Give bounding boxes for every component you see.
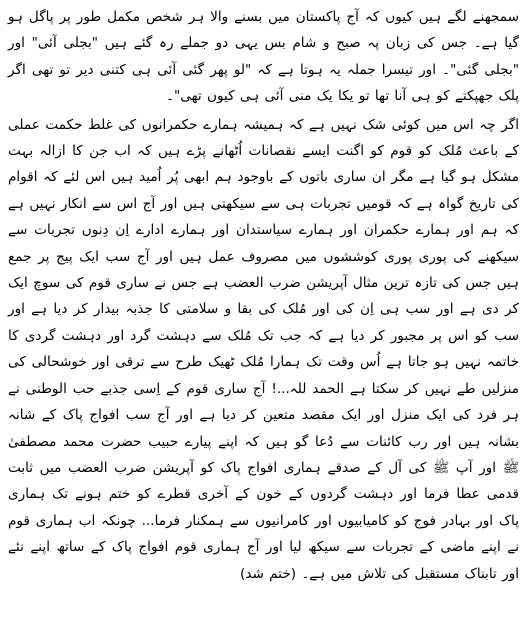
article-paragraph-1: سمجھنے لگے ہیں کیوں کہ آج پاکستان میں بسنے والا ہر شخص مکمل طور پر پاگل ہو گیا ہے۔ جس کی زبان پہ صبح و شام بس یہی دو جملے رہ گئے ہیں "بجلی آئی" اور "بجلی گئی"۔ اور تیسرا جملہ یہ ہوتا ہے کہ "لو پھر گئی آئی ہی کتنی دیر تو تھی اگر پلک جھپکتے کو ہی آنا تھا تو یکا یک منی آئی ہی کیوں تھی"۔ xyxy=(8,9,519,105)
article-paragraph-2: اگر چہ اس میں کوئی شک نہیں ہے کہ ہمیشہ ہمارے حکمرانوں کی غلط حکمت عملی کے باعث مُلک کو قوم کو اگنت ایسے نقصانات اُٹھانے پڑے ہیں کہ اب جن کا ازالہ بہت مشکل ہو گیا ہے مگر ان ساری باتوں کے باوجود ہم ابھی پُر اُمید ہیں اس لئے کہ اقوام کی تاریخ گواہ ہے کہ قومیں تجربات ہی سے سیکھتی ہیں اور آج اس سے انکار نہیں ہے کہ ہم اور ہمارے حکمران اور ہمارے سیاستدان اور ہمارے ادارے اِن دِنوں تجربات سے سیکھنے کی پوری پوری کوششوں میں مصروف عمل ہیں اور آج سب ایک پیج پر جمع ہیں جس کی تازہ ترین مثال آپریشن ضرب العضب ہے جس نے ساری قوم کی سوچ ایک کر دی ہے اور سب ہی اِن کی اور مُلک کی بقا و سلامتی کا جذبہ بیدار کر دیا ہے اور سب کو اس پر مجبور کر دیا ہے کہ جب تک مُلک سے دہشت گرد اور دہشت گردی کا خاتمہ نہیں ہو جاتا ہے اُس وقت تک ہمارا مُلک ٹھیک طرح سے ترقی اور خوشحالی کی منزلیں طے نہیں کر سکتا ہے الحمد للہ...! آج ساری قوم کے اِسی جذبے حب الوطنی نے ہر فرد کی ایک منزل اور ایک مقصد متعین کر دیا ہے اور آج سب افواج پاک کے شانہ بشانہ ہیں اور رب کائنات سے دُعا گو ہیں کہ اپنے پیارے حبیب حضرت محمد مصطفیٰ ﷺ اور آپ ﷺ کی آل کے صدقے ہماری افواج پاک کو آپریشن ضرب العضب میں ثابت قدمی عطا فرما اور دہشت گردوں کے خون کے آخری قطرے کو ختم ہونے تک ہماری پاک اور بہادر فوج کو کامیابیوں اور کامرانیوں سے ہمکنار فرما... چونکہ اب ہماری قوم نے اپنے ماضی کے تجربات سے سیکھ لیا اور آج ہماری قوم افواج پاک کے ساتھ اپنے نئے اور تابناک مستقبل کی تلاش میں ہے۔ (ختم شد) xyxy=(8,116,519,582)
